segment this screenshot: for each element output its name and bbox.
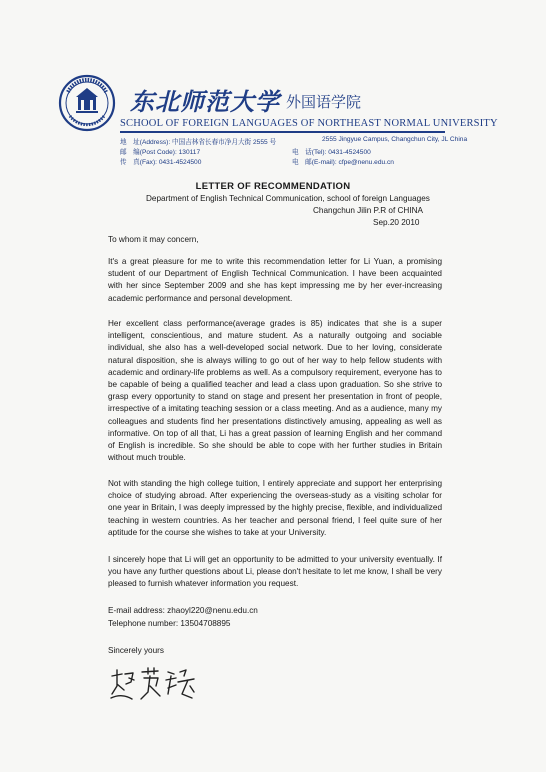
letter-title: LETTER OF RECOMMENDATION <box>195 181 351 192</box>
signature-image <box>108 666 198 704</box>
address-cn: 地 址(Address): 中国吉林省长春市净月大街 2555 号 <box>120 139 277 146</box>
phone: 电 话(Tel): 0431-4524500 <box>292 149 371 156</box>
postcode: 邮 编(Post Code): 130117 <box>120 149 201 156</box>
university-seal-icon <box>58 72 116 134</box>
paragraph-closing: I sincerely hope that Li will get an opportunity to be admitted to your university eventually. If you have any further questions about Li, please don't hesitate to let me know, I shall be very pleased to furnish whatever information you request. <box>108 555 442 589</box>
phone-line: Telephone number: 13504708895 <box>108 619 231 628</box>
letter-date: Sep.20 2010 <box>373 218 420 227</box>
school-name-cn: 外国语学院 <box>286 93 362 111</box>
paragraph-intro: It's a great pleasure for me to write this recommendation letter for Li Yuan, a promising student of our Department of English Technical Communication. I have been acquainted with her since September 2009 and she has kept impressing me by her ever-increasing academic performance and personal development. <box>108 257 442 303</box>
paragraph-performance: Her excellent class performance(average grades is 85) indicates that she is a super intelligent, conscientious, and mature student. As a naturally outgoing and sociable individual, she also has a well-developed social network. Due to her loving, considerate natural disposition, she is always willing to go out of her way to help fellow students with academic and ordinary-life problems as well. As a compulsory requirement, everyone has to be capable of being a qualified teacher and lead a class upon graduation. So she strive to grasp every opportunity to stand on stage and present her presentation in front of people, irrespective of a imitating teaching session or a class meeting. And as a audience, many my colleagues and students find her presentations distinctively amusing, appealing as well as informative. On top of all that, Li has a great passion of learning English and her command of English is incredible. So she should be able to cope with her further studies in Britain without much trouble. <box>108 319 442 463</box>
city-line: Changchun Jilin P.R of CHINA <box>313 206 423 215</box>
paragraph-support: Not with standing the high college tuition, I entirely appreciate and support her enterprising choice of studying abroad. After experiencing the overseas-study as a visiting scholar for one year in Britain, I was deeply impressed by the highly precise, flexible, and individualized teaching in western countries. As her teacher and personal friend, I feel quite sure of her aptitude for the course she wishes to take at your University. <box>108 479 442 537</box>
address-en: 2555 Jingyue Campus, Changchun City, JL China <box>322 136 468 143</box>
university-name-cn: 东北师范大学 <box>130 87 280 116</box>
email: 电 邮(E-mail): cfpe@nenu.edu.cn <box>292 159 394 166</box>
closing: Sincerely yours <box>108 646 164 655</box>
department-line: Department of English Technical Communication, school of foreign Languages <box>146 194 430 203</box>
fax: 传 真(Fax): 0431-4524500 <box>120 159 202 166</box>
salutation: To whom it may concern, <box>108 235 199 244</box>
school-name-en: SCHOOL OF FOREIGN LANGUAGES OF NORTHEAST NORMAL UNIVERSITY <box>120 118 498 129</box>
letterhead-rule <box>120 131 445 133</box>
email-line: E-mail address: zhaoyl220@nenu.edu.cn <box>108 606 258 615</box>
